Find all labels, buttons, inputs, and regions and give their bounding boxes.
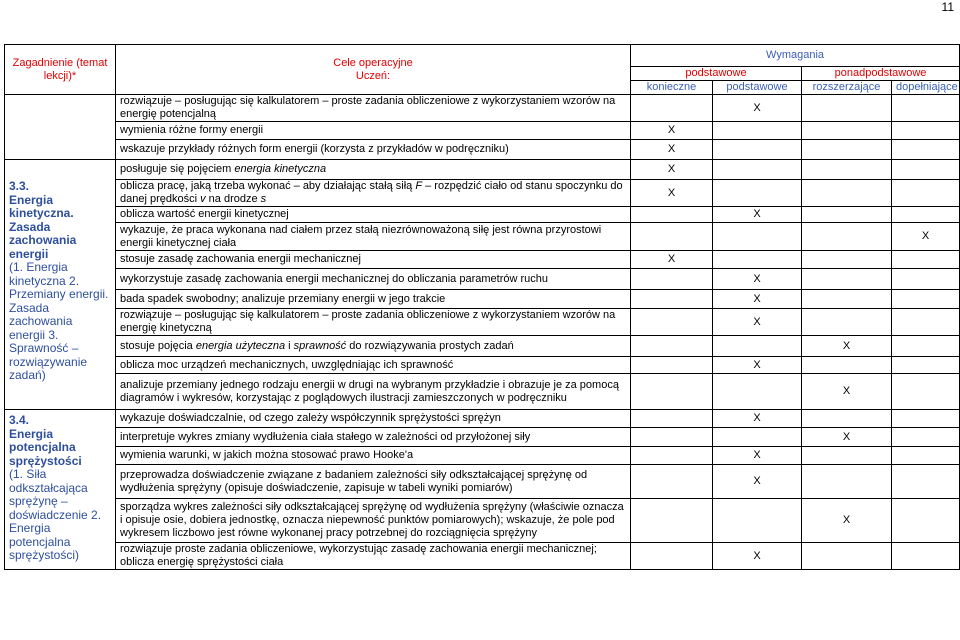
requirement-mark — [802, 269, 892, 290]
table-row — [5, 95, 960, 122]
table-row — [5, 465, 960, 499]
requirement-mark — [892, 543, 960, 570]
requirement-mark — [631, 223, 713, 251]
topic-title: Energia kinetyczna. Zasada zachowania energii — [9, 192, 77, 261]
requirement-mark — [802, 140, 892, 160]
requirement-mark — [892, 428, 960, 447]
requirement-mark — [892, 207, 960, 223]
requirement-mark — [892, 410, 960, 428]
requirement-mark — [802, 160, 892, 180]
requirement-mark — [802, 357, 892, 374]
requirement-mark — [713, 336, 802, 357]
requirement-mark — [892, 180, 960, 207]
goal-cell: wymienia warunki, w jakich można stosować prawo Hooke'a — [116, 447, 631, 465]
requirement-mark — [892, 290, 960, 309]
goals-header: Cele operacyjne Uczeń: — [116, 45, 631, 95]
table-row — [5, 543, 960, 570]
requirement-mark — [713, 122, 802, 140]
table-row — [5, 122, 960, 140]
requirement-mark: X — [713, 543, 802, 570]
goal-cell: interpretuje wykres zmiany wydłużenia ciała stałego w zależności od przyłożonej siły — [116, 428, 631, 447]
requirement-mark — [713, 428, 802, 447]
requirement-mark: X — [713, 357, 802, 374]
requirement-mark — [892, 447, 960, 465]
goal-cell: posługuje się pojęciem energia kinetyczna — [116, 160, 631, 180]
requirement-mark — [802, 251, 892, 269]
requirement-mark — [892, 269, 960, 290]
requirement-mark — [631, 269, 713, 290]
requirement-mark — [892, 251, 960, 269]
requirement-mark — [892, 374, 960, 410]
requirement-mark — [713, 140, 802, 160]
goal-cell: rozwiązuje – posługując się kalkulatorem – proste zadania obliczeniowe z wykorzystaniem wzorów na energię kinetyczną — [116, 309, 631, 336]
requirement-mark — [802, 543, 892, 570]
requirement-mark — [802, 122, 892, 140]
requirements-table — [4, 44, 960, 570]
table-row — [5, 499, 960, 543]
table-row — [5, 357, 960, 374]
requirement-mark — [802, 465, 892, 499]
table-row — [5, 269, 960, 290]
requirement-mark — [631, 374, 713, 410]
table-row — [5, 336, 960, 357]
requirement-mark — [713, 374, 802, 410]
topic-cell-empty — [5, 95, 116, 160]
table-row — [5, 428, 960, 447]
requirements-header: Wymagania — [631, 45, 960, 67]
topic-header: Zagadnienie (temat lekcji)* — [5, 45, 116, 95]
requirement-mark: X — [802, 336, 892, 357]
topic-details: (1. Siła odkształcająca sprężynę – doświadczenie 2. Energia potencjalna sprężystości) — [9, 467, 102, 562]
goal-cell: oblicza wartość energii kinetycznej — [116, 207, 631, 223]
requirement-mark — [892, 95, 960, 122]
requirement-mark — [631, 499, 713, 543]
table-row — [5, 374, 960, 410]
requirement-mark — [892, 160, 960, 180]
requirement-mark — [802, 309, 892, 336]
requirement-mark: X — [713, 410, 802, 428]
requirement-mark — [892, 357, 960, 374]
goal-cell: wykazuje, że praca wykonana nad ciałem przez stałą niezrównoważoną siłę jest równa przyrostowi energii kinetycznej ciała — [116, 223, 631, 251]
requirement-mark — [631, 465, 713, 499]
requirement-mark: X — [713, 309, 802, 336]
table-row — [5, 447, 960, 465]
topic-cell — [5, 410, 116, 570]
requirement-mark: X — [713, 269, 802, 290]
goal-cell: rozwiązuje proste zadania obliczeniowe, wykorzystując zasadę zachowania energii mechanicznej; oblicza energię sprężystości ciała — [116, 543, 631, 570]
goal-cell: oblicza moc urządzeń mechanicznych, uwzględniając ich sprawność — [116, 357, 631, 374]
requirement-mark — [892, 140, 960, 160]
table-row — [5, 410, 960, 428]
requirement-mark: X — [631, 160, 713, 180]
page-number: 11 — [941, 0, 954, 14]
requirement-mark — [802, 180, 892, 207]
requirement-mark: X — [713, 207, 802, 223]
requirement-mark — [631, 336, 713, 357]
requirement-mark: X — [713, 465, 802, 499]
table-row — [5, 251, 960, 269]
requirement-mark — [631, 357, 713, 374]
requirement-mark — [892, 336, 960, 357]
goal-cell: oblicza pracę, jaką trzeba wykonać – aby działając stałą siłą F – rozpędzić ciało od stanu spoczynku do danej prędkości v na drodze s — [116, 180, 631, 207]
requirement-mark: X — [713, 290, 802, 309]
goal-cell: analizuje przemiany jednego rodzaju energii w drugi na wybranym przykładzie i obrazuje je za pomocą diagramów i wykresów, korzystając z poglądowych ilustracji zamieszczonych w podręczniku — [116, 374, 631, 410]
basic-header: podstawowe — [631, 67, 802, 81]
goal-cell: bada spadek swobodny; analizuje przemiany energii w jego trakcie — [116, 290, 631, 309]
table-row — [5, 180, 960, 207]
level-header: rozszerzające — [802, 81, 892, 95]
goal-cell: wymienia różne formy energii — [116, 122, 631, 140]
requirement-mark — [631, 543, 713, 570]
topic-number: 3.4. — [9, 413, 30, 427]
requirement-mark — [631, 410, 713, 428]
level-header: konieczne — [631, 81, 713, 95]
requirement-mark: X — [802, 374, 892, 410]
goal-cell: stosuje zasadę zachowania energii mechanicznej — [116, 251, 631, 269]
requirement-mark: X — [713, 95, 802, 122]
goal-cell: przeprowadza doświadczenie związane z badaniem zależności siły odkształcającej sprężynę od wydłużenia sprężyny (opisuje doświadczenie, zapisuje w tabeli wyniki pomiarów) — [116, 465, 631, 499]
requirement-mark — [802, 290, 892, 309]
requirement-mark: X — [631, 140, 713, 160]
requirement-mark — [631, 207, 713, 223]
requirement-mark — [631, 428, 713, 447]
requirement-mark — [802, 95, 892, 122]
requirement-mark — [802, 410, 892, 428]
goal-cell: wykorzystuje zasadę zachowania energii mechanicznej do obliczania parametrów ruchu — [116, 269, 631, 290]
requirement-mark: X — [713, 447, 802, 465]
requirement-mark — [631, 290, 713, 309]
advanced-header: ponadpodstawowe — [802, 67, 960, 81]
table-row — [5, 290, 960, 309]
requirement-mark: X — [631, 180, 713, 207]
topic-title: Energia potencjalna sprężystości — [9, 426, 82, 468]
requirement-mark: X — [802, 428, 892, 447]
requirement-mark — [892, 465, 960, 499]
goal-cell: wykazuje doświadczalnie, od czego zależy współczynnik sprężystości sprężyn — [116, 410, 631, 428]
requirement-mark: X — [631, 122, 713, 140]
level-header: podstawowe — [713, 81, 802, 95]
requirement-mark — [631, 447, 713, 465]
requirement-mark — [713, 223, 802, 251]
requirement-mark — [713, 499, 802, 543]
requirement-mark — [802, 223, 892, 251]
topic-cell — [5, 160, 116, 410]
topic-number: 3.3. — [9, 179, 30, 193]
requirement-mark — [892, 309, 960, 336]
requirement-mark — [631, 309, 713, 336]
requirement-mark: X — [802, 499, 892, 543]
requirement-mark — [802, 447, 892, 465]
table-row — [5, 223, 960, 251]
requirement-mark — [713, 251, 802, 269]
goal-cell: sporządza wykres zależności siły odkształcającej sprężynę od wydłużenia sprężyny (właściwie oznacza i opisuje osie, dobiera jednostkę, oznacza niepewność punktów pomiarowych); wskazuje, że pole pod wykresem liczbowo jest równe wykonanej pracy potrzebnej do rozciągnięcia sprężyny — [116, 499, 631, 543]
requirement-mark — [802, 207, 892, 223]
table-row — [5, 309, 960, 336]
table-row — [5, 207, 960, 223]
requirement-mark — [892, 499, 960, 543]
goal-cell: stosuje pojęcia energia użyteczna i sprawność do rozwiązywania prostych zadań — [116, 336, 631, 357]
requirement-mark: X — [631, 251, 713, 269]
requirement-mark — [892, 122, 960, 140]
goal-cell: rozwiązuje – posługując się kalkulatorem – proste zadania obliczeniowe z wykorzystaniem wzorów na energię potencjalną — [116, 95, 631, 122]
level-header: dopełniające — [892, 81, 960, 95]
requirement-mark: X — [892, 223, 960, 251]
requirement-mark — [713, 180, 802, 207]
table-row — [5, 140, 960, 160]
requirement-mark — [713, 160, 802, 180]
goal-cell: wskazuje przykłady różnych form energii (korzysta z przykładów w podręczniku) — [116, 140, 631, 160]
table-row — [5, 160, 960, 180]
requirement-mark — [631, 95, 713, 122]
topic-details: (1. Energia kinetyczna 2. Przemiany energii. Zasada zachowania energii 3. Sprawność – rozwiązywanie zadań) — [9, 260, 109, 382]
